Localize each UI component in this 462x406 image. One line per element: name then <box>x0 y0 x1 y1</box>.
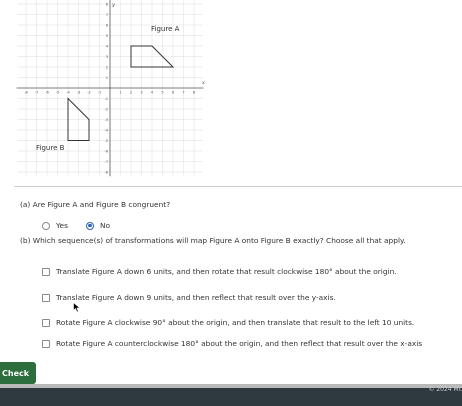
radio-no[interactable] <box>86 222 94 230</box>
x-tick-label: 1 <box>119 90 122 95</box>
x-tick-label: -3 <box>76 90 81 95</box>
x-tick-label: -5 <box>55 90 60 95</box>
y-tick-label: -5 <box>104 138 108 143</box>
checkbox-option-2[interactable] <box>42 293 336 302</box>
figure-b-label: Figure B <box>36 144 65 152</box>
y-tick-label: 1 <box>105 75 108 80</box>
x-tick-label: 5 <box>161 90 164 95</box>
y-tick-label: -3 <box>104 117 108 122</box>
x-tick-label: 8 <box>192 90 196 95</box>
checkbox-option-3[interactable] <box>42 318 414 327</box>
checkbox-option-4[interactable] <box>42 339 422 348</box>
section-divider <box>14 186 462 187</box>
x-tick-label: -7 <box>34 90 39 95</box>
x-tick-label: 6 <box>171 90 175 95</box>
figure-a-label: Figure A <box>151 25 180 33</box>
part-b-question: (b) Which sequence(s) of transformations will map Figure A onto Figure B exactly? Choose all that apply. <box>20 236 406 245</box>
y-tick-label: 2 <box>105 65 108 70</box>
radio-option-yes[interactable] <box>42 221 68 230</box>
x-tick-label: -8 <box>24 90 28 95</box>
checkbox-1[interactable] <box>42 268 50 276</box>
checkbox-4[interactable] <box>42 340 50 348</box>
y-tick-label: 4 <box>105 44 108 49</box>
y-tick-label: 5 <box>105 33 108 38</box>
radio-option-no[interactable] <box>86 221 110 230</box>
check-button[interactable]: Check <box>0 362 36 384</box>
x-tick-label: 2 <box>129 90 133 95</box>
radio-yes-label: Yes <box>56 221 68 230</box>
y-axis-label: y <box>112 2 115 8</box>
checkbox-2[interactable] <box>42 294 50 302</box>
x-tick-label: 3 <box>140 90 143 95</box>
checkbox-option-1[interactable] <box>42 267 397 276</box>
y-tick-label: 8 <box>105 2 108 7</box>
y-tick-label: -2 <box>104 107 108 112</box>
mouse-cursor-icon <box>73 302 81 313</box>
x-tick-label: 7 <box>182 90 185 95</box>
x-tick-label: -6 <box>45 90 49 95</box>
checkbox-4-label: Rotate Figure A counterclockwise 180° about the origin, and then reflect that result over the x-axis <box>56 339 423 348</box>
y-tick-label: 7 <box>105 12 108 17</box>
radio-no-label: No <box>100 221 111 230</box>
x-axis-label: x <box>202 80 205 86</box>
copyright-text: © 2024 Mc <box>428 386 462 393</box>
checkbox-1-label: Translate Figure A down 6 units, and then rotate that result clockwise 180° about the origin. <box>56 267 397 276</box>
part-a-question: (a) Are Figure A and Figure B congruent? <box>20 200 171 209</box>
x-tick-label: 4 <box>150 90 154 95</box>
y-tick-label: 6 <box>105 23 108 28</box>
radio-yes[interactable] <box>42 222 50 230</box>
y-tick-label: -6 <box>104 149 108 154</box>
y-tick-label: -1 <box>104 96 108 101</box>
checkbox-2-label: Translate Figure A down 9 units, and then reflect that result over the y-axis. <box>56 293 336 302</box>
checkbox-3[interactable] <box>42 319 50 327</box>
y-tick-label: 3 <box>105 54 108 59</box>
coordinate-graph <box>14 0 204 176</box>
checkbox-3-label: Rotate Figure A clockwise 90° about the origin, and then translate that result to the left 10 units. <box>56 318 415 327</box>
footer-strip <box>0 384 462 388</box>
x-tick-label: -2 <box>87 90 91 95</box>
y-tick-label: -7 <box>104 159 108 164</box>
x-tick-label: -4 <box>66 90 70 95</box>
y-tick-label: -4 <box>104 128 108 133</box>
x-tick-label: -1 <box>97 90 102 95</box>
y-tick-label: -8 <box>104 170 108 175</box>
